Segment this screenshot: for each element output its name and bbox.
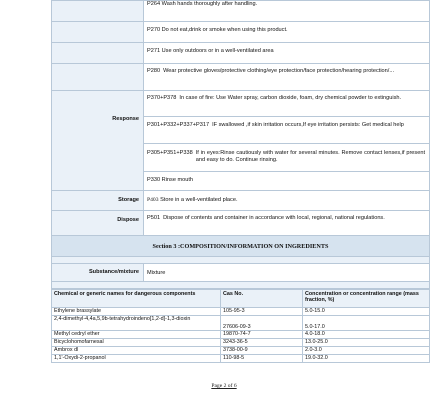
statement-code: P305+P351+P338 bbox=[147, 150, 193, 156]
table-row bbox=[52, 339, 430, 347]
dispose-row bbox=[52, 211, 430, 236]
component-concentration: 5.0-17.0 bbox=[303, 316, 430, 331]
component-concentration: 13.0-25.0 bbox=[303, 339, 430, 347]
header-concentration: Concentration or concentration range (mass fraction, %) bbox=[303, 290, 430, 308]
component-concentration: 2.0-3.0 bbox=[303, 347, 430, 355]
statement-cell bbox=[144, 91, 430, 117]
statement-cell bbox=[144, 191, 430, 211]
component-name: Ethylene brassylate bbox=[52, 308, 221, 316]
component-cas: 105-95-3 bbox=[221, 308, 303, 316]
statement-row bbox=[52, 1, 430, 22]
statement-text: Wear protective gloves/protective clothing/eye protection/face protection/hearing protection/... bbox=[163, 68, 395, 74]
component-concentration: 4.0-18.0 bbox=[303, 331, 430, 339]
statement-cell bbox=[144, 43, 430, 64]
sds-page bbox=[51, 0, 429, 363]
dispose-label: Dispose bbox=[52, 211, 144, 236]
response-row bbox=[52, 91, 430, 117]
statement-cell bbox=[144, 22, 430, 43]
statement-code: P301+P332+P337+P317 bbox=[147, 122, 210, 128]
statement-row bbox=[52, 43, 430, 64]
component-name: 1,1'-Oxydi-2-propanol bbox=[52, 355, 221, 363]
statement-code: P501 bbox=[147, 215, 161, 221]
header-cas: Cas No. bbox=[221, 290, 303, 308]
storage-row bbox=[52, 191, 430, 211]
statement-code: P280 bbox=[147, 68, 161, 74]
statement-text: Wash hands thoroughly after handling. bbox=[161, 1, 258, 7]
statement-text: In case of fire: Use Water spray, carbon dioxide, foam, dry chemical powder to extinguish. bbox=[179, 95, 402, 101]
component-cas: 19870-74-7 bbox=[221, 331, 303, 339]
response-label: Response bbox=[52, 91, 144, 191]
statement-text: If in eyes:Rinse cautiously with water for several minutes. Remove contact lenses,if present and easy to do. Continue rinsing. bbox=[195, 150, 425, 163]
table-row bbox=[52, 331, 430, 339]
component-concentration: 5.0-15.0 bbox=[303, 308, 430, 316]
component-cas: 3243-36-5 bbox=[221, 339, 303, 347]
substance-value: Mixture bbox=[144, 264, 430, 282]
substance-row bbox=[52, 264, 430, 282]
component-cas: 27606-09-3 bbox=[221, 316, 303, 331]
table-row bbox=[52, 316, 430, 331]
page-number: Page 2 of 6 bbox=[211, 383, 237, 389]
statement-text: Dispose of contents and container in accordance with local, regional, national regulations. bbox=[163, 215, 385, 221]
substance-label: Substance/mixture bbox=[52, 264, 144, 282]
statement-row bbox=[52, 64, 430, 91]
statement-cell bbox=[144, 1, 430, 22]
storage-label: Storage bbox=[52, 191, 144, 211]
statement-text: Use only outdoors or in a well-ventilated area bbox=[161, 48, 274, 54]
component-name: Bicyclohomofarnesal bbox=[52, 339, 221, 347]
statement-cell bbox=[144, 64, 430, 91]
statement-cell bbox=[144, 172, 430, 191]
component-name: Ambrox dl bbox=[52, 347, 221, 355]
component-name: Methyl cedryl ether bbox=[52, 331, 221, 339]
statement-cell bbox=[144, 144, 430, 172]
statement-code: P370+P378 bbox=[147, 95, 177, 101]
component-name: 2,4-dimethyl-4,4a,5,9b-tetrahydroindeno[1,2-d]-1,3-dioxin bbox=[52, 316, 221, 331]
composition-table bbox=[51, 289, 430, 363]
statement-code: P270 bbox=[147, 27, 161, 33]
statement-row bbox=[52, 22, 430, 43]
statement-cell bbox=[144, 117, 430, 144]
statement-text: IF swallowed ,if skin irritation occurs,If eye irritation persists: Get medical help bbox=[212, 122, 404, 128]
statement-code: P330 bbox=[147, 177, 161, 183]
table-row bbox=[52, 355, 430, 363]
statement-code: P264 bbox=[147, 1, 161, 7]
statement-text: Do not eat,drink or smoke when using this product. bbox=[161, 27, 288, 33]
section-header-row bbox=[52, 236, 430, 257]
statement-cell bbox=[144, 211, 430, 236]
section-gap bbox=[52, 257, 430, 264]
component-cas: 3738-00-9 bbox=[221, 347, 303, 355]
statement-text: Rinse mouth bbox=[161, 177, 194, 183]
section-title: Section 3 :COMPOSITION/INFORMATION ON INGREDIENTS bbox=[52, 236, 430, 257]
table-row bbox=[52, 308, 430, 316]
component-concentration: 19.0-32.0 bbox=[303, 355, 430, 363]
statement-text: Store in a well-ventilated place. bbox=[160, 197, 238, 203]
header-name: Chemical or generic names for dangerous components bbox=[52, 290, 221, 308]
precautionary-table bbox=[51, 0, 430, 289]
composition-header-row bbox=[52, 290, 430, 308]
table-row bbox=[52, 347, 430, 355]
statement-code: P271 bbox=[147, 48, 161, 54]
component-cas: 110-98-5 bbox=[221, 355, 303, 363]
statement-code: P403 bbox=[147, 197, 159, 203]
section-gap bbox=[52, 282, 430, 289]
